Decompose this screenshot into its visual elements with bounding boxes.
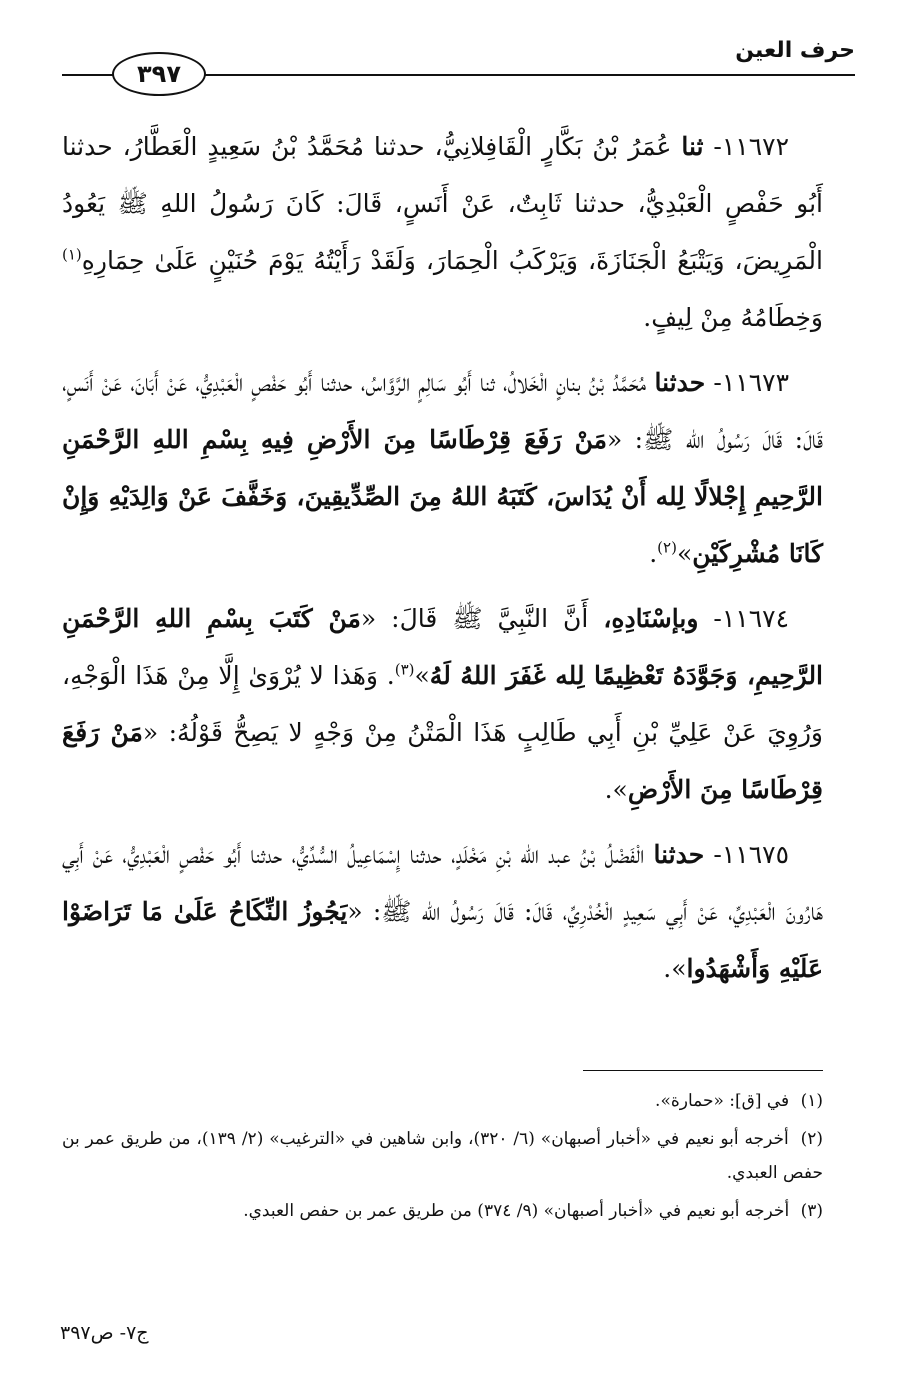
body-text: [62, 118, 823, 1005]
hadith-entry-11674: [62, 590, 823, 818]
page-number: ٣٩٧: [112, 52, 206, 96]
footnote-ref[interactable]: (٣): [394, 660, 415, 679]
hadith-matn: يَجُوزُ النِّكَاحُ عَلَىٰ مَا تَرَاضَوْا عَلَيْهِ وَأَشْهَدُوا: [62, 897, 823, 983]
footnote-ref[interactable]: (٢): [657, 538, 677, 557]
footnote-text: أخرجه أبو نعيم في «أخبار أصبهان» (٩/ ٣٧٤) من طريق عمر بن حفص العبدي.: [243, 1201, 790, 1221]
hadith-text: الْفَضْلُ بْنُ عبد الله بْنِ مَخْلَدٍ، حدثنا إِسْمَاعِيلُ السُّدِّيُّ، حدثنا أَبُو حَفْصٍ الْعَبْدِيُّ، عَنْ أَبِي هَارُونَ الْعَبْدِيِّ، عَنْ أَبِي سَعِيدٍ الْخُدْرِيِّ، قَالَ: قَالَ رَسُولُ الله ﷺ: «: [62, 840, 823, 926]
footnote-label: (٣): [800, 1201, 823, 1221]
hadith-text: عُمَرُ بْنُ بَكَّارٍ الْقَافِلانِيُّ، حدثنا مُحَمَّدُ بْنُ سَعِيدٍ الْعَطَّارُ، حدثنا أَبُو حَفْصٍ الْعَبْدِيُّ، حدثنا ثَابِتٌ، عَنْ أَنَسٍ، قَالَ: كَانَ رَسُولُ اللهِ ﷺ يَعُودُ الْمَرِيضَ، وَيَتْبَعُ الْجَنَازَةَ، وَيَرْكَبُ الْحِمَارَ، وَلَقَدْ رَأَيْتُهُ يَوْمَ حُنَيْنٍ عَلَىٰ حِمَارِهِ: [62, 132, 823, 275]
hadith-number: ١١٦٧٣-: [713, 368, 789, 397]
hadith-number: ١١٦٧٤-: [713, 604, 789, 633]
volume-page-mark: ج٧- ص٣٩٧: [60, 1322, 149, 1344]
footnote-1: [62, 1084, 823, 1118]
footnote-ref[interactable]: (١): [62, 245, 82, 264]
hadith-text: أَنَّ النَّبِيَّ ﷺ قَالَ: «: [360, 604, 589, 633]
hadith-entry-11673: [62, 354, 823, 582]
hadith-entry-11675: [62, 826, 823, 997]
hadith-matn-2: مَنْ رَفَعَ قِرْطَاسًا مِنَ الأَرْضِ: [62, 718, 823, 804]
footnote-label: (٢): [800, 1129, 823, 1149]
hadith-number: ١١٦٧٢-: [713, 132, 789, 161]
close-quote: »: [414, 661, 430, 690]
hadith-entry-11672: [62, 118, 823, 346]
footnote-divider: [583, 1070, 823, 1071]
hadith-keyword: حدثنا: [654, 368, 706, 397]
footnotes: [62, 1084, 823, 1232]
hadith-tail: وَخِطَامُهُ مِنْ لِيفٍ.: [643, 303, 823, 332]
hadith-tail: .: [663, 954, 672, 983]
hadith-keyword: ثنا: [681, 132, 704, 161]
hadith-keyword: حدثنا: [653, 840, 705, 869]
close-quote: »: [676, 539, 693, 568]
footnote-text: في [ق]: «حمارة».: [655, 1091, 790, 1111]
hadith-text-2: . وَهَذا لا يُرْوَىٰ إِلَّا مِنْ هَذَا الْوَجْهِ، وَرُوِيَ عَنْ عَلِيِّ بْنِ أَبِي طَالِبٍ هَذَا الْمَتْنُ مِنْ وَجْهٍ لا يَصِحُّ قَوْلُهُ: «: [62, 661, 823, 747]
footnote-text: أخرجه أبو نعيم في «أخبار أصبهان» (٦/ ٣٢٠)، وابن شاهين في «الترغيب» (٢/ ١٣٩)، من طريق عمر بن حفص العبدي.: [62, 1129, 823, 1183]
hadith-tail: ».: [604, 775, 628, 804]
hadith-number: ١١٦٧٥-: [713, 840, 790, 869]
hadith-matn: مَنْ كَتَبَ بِسْمِ اللهِ الرَّحْمَنِ الرَّحِيمِ، وَجَوَّدَهُ تَعْظِيمًا لِله غَفَرَ اللهُ لَهُ: [62, 604, 824, 690]
close-quote: »: [671, 954, 687, 983]
hadith-keyword: وبإسْنَادِهِ،: [603, 604, 699, 633]
footnote-label: (١): [800, 1091, 823, 1111]
chapter-title: حرف العين: [735, 38, 855, 63]
footnote-3: [62, 1194, 823, 1228]
footnote-2: [62, 1122, 823, 1190]
hadith-matn: مَنْ رَفَعَ قِرْطَاسًا مِنَ الأَرْضِ فِيهِ بِسْمِ اللهِ الرَّحْمَنِ الرَّحِيمِ إِجْلالًا لِله أَنْ يُدَاسَ، كَتَبَهُ اللهُ مِنَ الصِّدِّيقِينَ، وَخَفَّفَ عَنْ وَالِدَيْهِ وَإِنْ كَانَا مُشْرِكَيْنِ: [62, 425, 823, 568]
hadith-text: مُحَمَّدُ بْنُ بنانٍ الْخَلالُ، ثنا أَبُو سَالِمٍ الرَّوَّاسُ، حدثنا أَبُو حَفْصٍ الْعَبْدِيُّ، عَنْ أَبَانَ، عَنْ أَنَسٍ، قَالَ: قَالَ رَسُولُ الله ﷺ: «: [62, 368, 823, 454]
hadith-tail: .: [649, 539, 658, 568]
